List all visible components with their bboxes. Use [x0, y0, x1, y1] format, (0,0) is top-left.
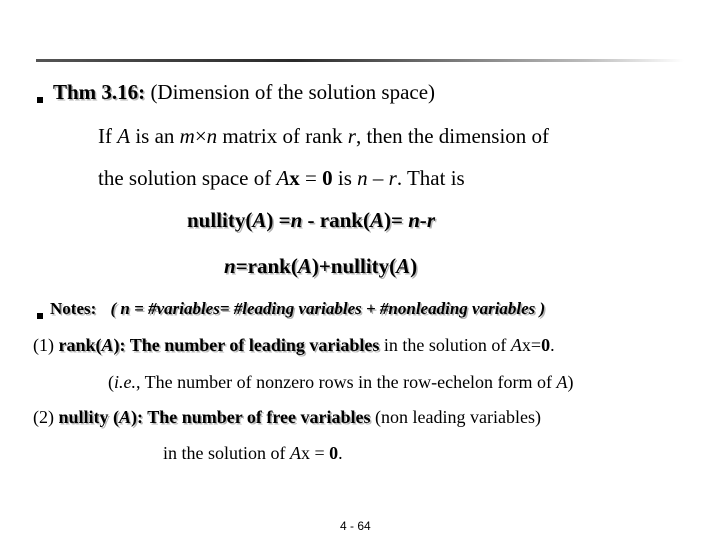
text: (: [108, 372, 114, 392]
bullet-icon: [37, 313, 43, 319]
math-x-vector: x: [289, 166, 300, 190]
text: ): [410, 254, 418, 278]
text: ):: [131, 407, 144, 427]
math-x: x: [521, 335, 531, 355]
text: .: [338, 443, 343, 463]
text: rank(: [58, 335, 102, 355]
title-rule: [36, 59, 684, 62]
theorem-label: Thm 3.16:: [53, 80, 146, 104]
math-A: A: [297, 254, 312, 278]
math-A: A: [101, 335, 114, 355]
page-number: 4 - 64: [340, 519, 371, 533]
text: , then the dimension of: [355, 124, 550, 148]
text: =: [530, 335, 542, 355]
math-A: A: [290, 443, 301, 463]
math-times: ×: [194, 124, 207, 148]
math-A: A: [252, 208, 267, 232]
text: . That is: [396, 166, 465, 190]
theorem-statement-line-2: [98, 166, 465, 191]
text: ): [567, 372, 574, 392]
math-n: n: [206, 124, 218, 148]
text: )=: [383, 208, 409, 232]
rank-description: The number of leading variables: [125, 335, 380, 355]
math-n: n: [224, 254, 236, 278]
text: matrix of rank: [217, 124, 348, 148]
text: (non leading variables): [370, 407, 541, 427]
rank-clarification: [108, 372, 574, 393]
nullity-clarification: [163, 443, 343, 464]
text: in the solution of: [379, 335, 511, 355]
text: nullity(: [187, 208, 253, 232]
math-zero-vector: 0: [541, 335, 551, 355]
math-A: A: [369, 208, 384, 232]
math-zero-vector: 0: [322, 166, 333, 190]
math-n-r: n-r: [408, 208, 436, 232]
math-zero-vector: 0: [329, 443, 339, 463]
text: , The number of nonzero rows in the row-echelon form of: [136, 372, 557, 392]
text: in the solution of: [163, 443, 290, 463]
math-A: A: [556, 372, 568, 392]
nullity-key: [59, 407, 144, 427]
theorem-statement-line-1: [98, 124, 549, 149]
text: - rank(: [302, 208, 370, 232]
text: ) =: [266, 208, 291, 232]
rank-definition: [33, 335, 555, 356]
text-ie: i.e.: [114, 372, 136, 392]
text: =rank(: [235, 254, 298, 278]
nullity-description: The number of free variables: [143, 407, 371, 427]
text: nullity (: [58, 407, 120, 427]
item-number: (1): [33, 335, 59, 355]
notes-label: Notes:: [50, 299, 97, 318]
text: =: [299, 166, 323, 190]
math-A: A: [117, 124, 131, 148]
rank-key: [59, 335, 126, 355]
text: .: [550, 335, 555, 355]
text: is an: [130, 124, 180, 148]
notes-text: ( n = #variables= #leading variables + #nonleading variables ): [110, 299, 546, 318]
math-x: x: [301, 443, 310, 463]
item-number: (2): [33, 407, 59, 427]
text: ):: [113, 335, 126, 355]
rank-nullity-formula: [224, 254, 417, 279]
text: =: [310, 443, 330, 463]
text: If: [98, 124, 118, 148]
text: is: [332, 166, 358, 190]
nullity-formula: [187, 208, 435, 233]
notes-line: [50, 299, 545, 319]
math-r: r: [347, 124, 356, 148]
math-A: A: [396, 254, 411, 278]
text: )+nullity(: [311, 254, 397, 278]
bullet-icon: [37, 97, 43, 103]
math-n: n: [290, 208, 303, 232]
math-n-minus-r: n – r: [357, 166, 397, 190]
nullity-definition: [33, 407, 541, 428]
math-A: A: [276, 166, 290, 190]
text: the solution space of: [98, 166, 277, 190]
theorem-heading: [53, 80, 435, 105]
math-A: A: [510, 335, 522, 355]
math-m: m: [179, 124, 195, 148]
math-A: A: [119, 407, 132, 427]
theorem-title: (Dimension of the solution space): [150, 80, 436, 104]
